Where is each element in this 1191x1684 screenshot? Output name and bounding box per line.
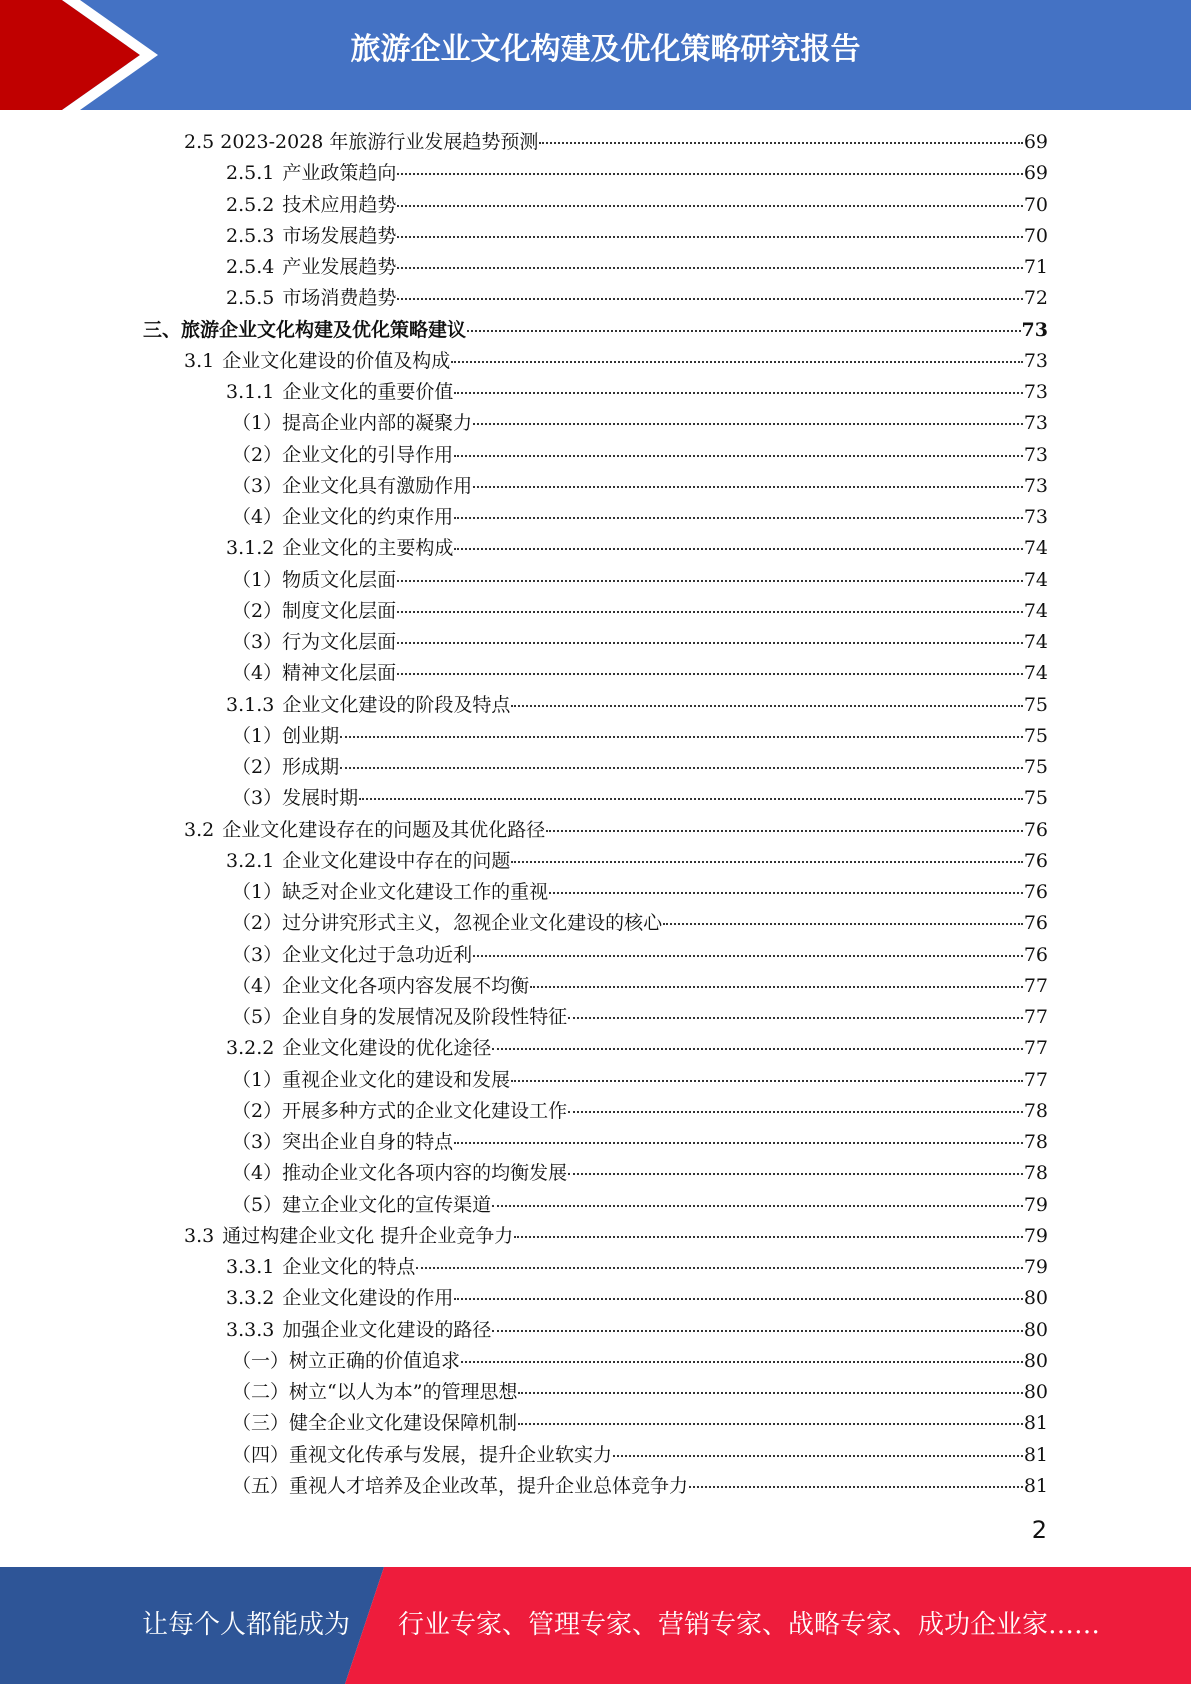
toc-entry-title: 企业文化的重要价值 xyxy=(282,381,454,403)
toc-dot-leader xyxy=(454,455,1023,457)
toc-entry[interactable] xyxy=(184,1221,1048,1252)
toc-entry-page: 79 xyxy=(1023,1225,1048,1247)
toc-entry-title: 物质文化层面 xyxy=(282,569,397,591)
toc-entry[interactable] xyxy=(226,158,1048,189)
toc-entry-number: （1） xyxy=(232,569,283,591)
toc-entry-number: 3.3.3 xyxy=(226,1319,275,1341)
toc-entry-number: （4） xyxy=(232,506,283,528)
toc-entry-page: 77 xyxy=(1023,1006,1048,1028)
toc-entry-title: 制度文化层面 xyxy=(282,600,397,622)
report-title: 旅游企业文化构建及优化策略研究报告 xyxy=(350,32,861,67)
toc-entry-title: 企业文化建设的阶段及特点 xyxy=(282,694,511,716)
toc-dot-leader xyxy=(416,1267,1022,1269)
toc-entry-title: 推动企业文化各项内容的均衡发展 xyxy=(282,1162,568,1184)
toc-entry-number: （四） xyxy=(232,1444,290,1466)
toc-entry-number: 2.5.4 xyxy=(226,256,275,278)
toc-entry[interactable] xyxy=(184,346,1048,377)
toc-entry[interactable] xyxy=(232,971,1048,1002)
toc-dot-leader xyxy=(397,298,1022,300)
toc-entry[interactable] xyxy=(232,658,1048,689)
toc-dot-leader xyxy=(539,142,1022,144)
toc-dot-leader xyxy=(397,611,1023,613)
toc-entry-number: 2.5.5 xyxy=(226,287,275,309)
toc-dot-leader xyxy=(492,1330,1022,1332)
toc-entry-title: 企业文化建设的价值及构成 xyxy=(222,350,451,372)
toc-dot-leader xyxy=(511,861,1022,863)
toc-entry[interactable] xyxy=(226,690,1048,721)
toc-entry[interactable] xyxy=(232,1096,1048,1127)
toc-entry[interactable] xyxy=(232,908,1048,939)
toc-entry-title: 产业发展趋势 xyxy=(282,256,397,278)
toc-entry[interactable] xyxy=(143,315,1048,346)
toc-entry-page: 76 xyxy=(1023,850,1048,872)
toc-entry-page: 73 xyxy=(1021,319,1048,341)
toc-entry[interactable] xyxy=(232,721,1048,752)
toc-entry[interactable] xyxy=(232,502,1048,533)
toc-entry-page: 78 xyxy=(1023,1131,1048,1153)
toc-entry[interactable] xyxy=(232,471,1048,502)
toc-entry-number: 3.2.2 xyxy=(226,1037,275,1059)
toc-dot-leader xyxy=(397,580,1023,582)
toc-entry-title: 重视企业文化的建设和发展 xyxy=(282,1069,511,1091)
toc-entry-page: 70 xyxy=(1023,194,1048,216)
toc-entry-number: （1） xyxy=(232,881,283,903)
toc-dot-leader xyxy=(689,1486,1023,1488)
toc-entry-title: 精神文化层面 xyxy=(282,662,397,684)
toc-dot-leader xyxy=(397,642,1023,644)
toc-entry-number: （五） xyxy=(232,1475,290,1497)
toc-dot-leader xyxy=(663,923,1023,925)
toc-dot-leader xyxy=(397,173,1022,175)
toc-entry-page: 75 xyxy=(1023,694,1048,716)
toc-entry-number: 3.1.3 xyxy=(226,694,275,716)
toc-dot-leader xyxy=(492,1048,1022,1050)
toc-entry-title: 产业政策趋向 xyxy=(282,162,397,184)
toc-entry-number: 3.1 xyxy=(184,350,215,372)
toc-entry-number: （4） xyxy=(232,975,283,997)
toc-entry[interactable] xyxy=(232,1377,1048,1408)
toc-entry-number: （2） xyxy=(232,600,283,622)
toc-entry[interactable] xyxy=(232,1065,1048,1096)
toc-dot-leader xyxy=(454,1298,1022,1300)
footer-banner xyxy=(0,1567,1191,1684)
toc-dot-leader xyxy=(613,1455,1023,1457)
toc-dot-leader xyxy=(454,517,1023,519)
toc-entry-number: （3） xyxy=(232,944,283,966)
toc-entry-number: （三） xyxy=(232,1412,290,1434)
toc-entry-number: （3） xyxy=(232,1131,283,1153)
toc-entry-page: 72 xyxy=(1023,287,1048,309)
toc-entry[interactable] xyxy=(232,940,1048,971)
toc-entry-number: （1） xyxy=(232,412,283,434)
toc-entry-number: （4） xyxy=(232,662,283,684)
toc-entry-title: 技术应用趋势 xyxy=(282,194,397,216)
toc-entry-title: 健全企业文化建设保障机制 xyxy=(289,1412,518,1434)
toc-entry[interactable] xyxy=(232,752,1048,783)
toc-entry-number: 2.5.1 xyxy=(226,162,275,184)
toc-entry-title: 市场发展趋势 xyxy=(282,225,397,247)
toc-entry[interactable] xyxy=(226,377,1048,408)
toc-entry[interactable] xyxy=(232,1408,1048,1439)
toc-entry-page: 81 xyxy=(1023,1412,1048,1434)
toc-entry-title: 企业文化建设中存在的问题 xyxy=(282,850,511,872)
toc-entry-number: 3.3.2 xyxy=(226,1287,275,1309)
toc-entry-page: 74 xyxy=(1023,569,1048,591)
toc-entry-number: （2） xyxy=(232,912,283,934)
toc-entry-page: 70 xyxy=(1023,225,1048,247)
toc-entry-page: 80 xyxy=(1023,1319,1048,1341)
toc-entry-page: 77 xyxy=(1023,975,1048,997)
toc-entry-number: （4） xyxy=(232,1162,283,1184)
toc-dot-leader xyxy=(473,486,1023,488)
toc-entry-number: （2） xyxy=(232,1100,283,1122)
toc-dot-leader xyxy=(514,1236,1023,1238)
toc-dot-leader xyxy=(467,330,1021,332)
toc-entry-number: （2） xyxy=(232,756,283,778)
toc-entry-title: 企业文化建设的优化途径 xyxy=(282,1037,492,1059)
toc-entry-title: 树立“以人为本”的管理思想 xyxy=(289,1381,518,1403)
toc-entry-number: （二） xyxy=(232,1381,290,1403)
toc-entry[interactable] xyxy=(232,627,1048,658)
toc-dot-leader xyxy=(546,830,1023,832)
toc-dot-leader xyxy=(454,548,1022,550)
toc-entry-title: 企业文化的约束作用 xyxy=(282,506,454,528)
toc-entry-number: 2.5 2023-2028 年旅游行业发展趋势预测 xyxy=(184,131,539,153)
toc-entry[interactable] xyxy=(232,408,1048,439)
toc-entry-page: 80 xyxy=(1023,1287,1048,1309)
toc-entry[interactable] xyxy=(226,533,1048,564)
footer-slogan: 让每个人都能成为 xyxy=(142,1610,351,1640)
toc-entry-number: （2） xyxy=(232,444,283,466)
toc-entry-title: 树立正确的价值追求 xyxy=(289,1350,461,1372)
toc-entry[interactable] xyxy=(232,565,1048,596)
toc-entry[interactable] xyxy=(184,815,1048,846)
toc-dot-leader xyxy=(530,986,1023,988)
toc-dot-leader xyxy=(473,955,1023,957)
toc-entry-number: 3.1.1 xyxy=(226,381,275,403)
toc-dot-leader xyxy=(451,361,1023,363)
toc-dot-leader xyxy=(518,1423,1023,1425)
toc-entry-title: 重视文化传承与发展，提升企业软实力 xyxy=(289,1444,613,1466)
toc-dot-leader xyxy=(397,267,1022,269)
toc-entry-number: 3.2.1 xyxy=(226,850,275,872)
toc-entry-page: 74 xyxy=(1023,537,1048,559)
toc-dot-leader xyxy=(492,1205,1023,1207)
toc-dot-leader xyxy=(397,236,1022,238)
toc-entry-page: 79 xyxy=(1023,1194,1048,1216)
toc-entry-page: 73 xyxy=(1023,444,1048,466)
toc-entry-page: 78 xyxy=(1023,1162,1048,1184)
toc-dot-leader xyxy=(518,1392,1022,1394)
toc-entry[interactable] xyxy=(232,1190,1048,1221)
toc-entry-title: 企业文化建设的作用 xyxy=(282,1287,454,1309)
toc-entry[interactable] xyxy=(226,1315,1048,1346)
toc-entry-page: 73 xyxy=(1023,381,1048,403)
toc-entry[interactable] xyxy=(232,1471,1048,1502)
toc-entry[interactable] xyxy=(226,252,1048,283)
toc-entry-page: 77 xyxy=(1023,1069,1048,1091)
toc-entry-title: 企业文化的特点 xyxy=(282,1256,416,1278)
toc-entry[interactable] xyxy=(226,1283,1048,1314)
toc-entry[interactable] xyxy=(232,1127,1048,1158)
toc-entry-title: 企业文化各项内容发展不均衡 xyxy=(282,975,530,997)
toc-entry-number: 3.1.2 xyxy=(226,537,275,559)
toc-entry-page: 75 xyxy=(1023,787,1048,809)
toc-entry-title: 通过构建企业文化 提升企业竞争力 xyxy=(222,1225,514,1247)
toc-entry[interactable] xyxy=(232,1440,1048,1471)
toc-entry[interactable] xyxy=(226,221,1048,252)
toc-entry-page: 76 xyxy=(1023,912,1048,934)
toc-entry-page: 75 xyxy=(1023,725,1048,747)
toc-entry-page: 73 xyxy=(1023,412,1048,434)
toc-entry-page: 71 xyxy=(1023,256,1048,278)
toc-entry[interactable] xyxy=(184,127,1048,158)
toc-entry-page: 77 xyxy=(1023,1037,1048,1059)
toc-entry-title: 过分讲究形式主义，忽视企业文化建设的核心 xyxy=(282,912,663,934)
toc-dot-leader xyxy=(397,673,1023,675)
toc-entry-title: 加强企业文化建设的路径 xyxy=(282,1319,492,1341)
toc-entry-title: 重视人才培养及企业改革，提升企业总体竞争力 xyxy=(289,1475,689,1497)
toc-entry-title: 开展多种方式的企业文化建设工作 xyxy=(282,1100,568,1122)
toc-entry[interactable] xyxy=(226,846,1048,877)
toc-dot-leader xyxy=(359,798,1023,800)
toc-entry-number: 2.5.2 xyxy=(226,194,275,216)
toc-entry-number: （1） xyxy=(232,1069,283,1091)
toc-entry-title: 发展时期 xyxy=(282,787,359,809)
toc-dot-leader xyxy=(454,392,1022,394)
toc-entry-page: 80 xyxy=(1023,1381,1048,1403)
toc-entry-page: 76 xyxy=(1023,819,1048,841)
toc-entry[interactable] xyxy=(226,1252,1048,1283)
toc-entry-number: 3.2 xyxy=(184,819,215,841)
footer-roles: 行业专家、管理专家、营销专家、战略专家、成功企业家…… xyxy=(398,1610,1101,1640)
toc-entry[interactable] xyxy=(226,190,1048,221)
toc-entry-title: 企业文化的主要构成 xyxy=(282,537,454,559)
toc-entry-page: 78 xyxy=(1023,1100,1048,1122)
toc-entry-number: （3） xyxy=(232,787,283,809)
toc-entry-page: 79 xyxy=(1023,1256,1048,1278)
report-header xyxy=(0,0,1191,110)
toc-entry[interactable] xyxy=(226,283,1048,314)
toc-dot-leader xyxy=(568,1173,1023,1175)
toc-entry-number: 三、旅游企业文化构建及优化策略建议 xyxy=(143,319,467,341)
toc-entry[interactable] xyxy=(232,783,1048,814)
toc-entry-page: 69 xyxy=(1023,131,1048,153)
toc-entry-page: 74 xyxy=(1023,631,1048,653)
toc-entry-number: 2.5.3 xyxy=(226,225,275,247)
toc-entry-page: 81 xyxy=(1023,1475,1048,1497)
toc-entry-number: （3） xyxy=(232,631,283,653)
toc-entry-number: 3.3.1 xyxy=(226,1256,275,1278)
toc-dot-leader xyxy=(461,1361,1023,1363)
toc-entry-page: 73 xyxy=(1023,475,1048,497)
toc-entry-number: （3） xyxy=(232,475,283,497)
page-number: 2 xyxy=(1031,1516,1047,1544)
toc-entry-page: 73 xyxy=(1023,350,1048,372)
toc-dot-leader xyxy=(340,736,1023,738)
toc-entry-number: 3.3 xyxy=(184,1225,215,1247)
toc-entry-page: 74 xyxy=(1023,600,1048,622)
toc-dot-leader xyxy=(511,1080,1023,1082)
toc-entry-page: 80 xyxy=(1023,1350,1048,1372)
toc-entry-title: 市场消费趋势 xyxy=(282,287,397,309)
toc-entry-page: 76 xyxy=(1023,944,1048,966)
toc-entry[interactable] xyxy=(232,1346,1048,1377)
toc-entry-page: 76 xyxy=(1023,881,1048,903)
toc-entry[interactable] xyxy=(232,1158,1048,1189)
toc-entry-title: 建立企业文化的宣传渠道 xyxy=(282,1194,492,1216)
toc-entry-title: 企业文化的引导作用 xyxy=(282,444,454,466)
toc-entry-title: 缺乏对企业文化建设工作的重视 xyxy=(282,881,549,903)
toc-entry-page: 75 xyxy=(1023,756,1048,778)
toc-entry-title: 形成期 xyxy=(282,756,340,778)
toc-entry-title: 创业期 xyxy=(282,725,340,747)
toc-entry-title: 企业文化具有激励作用 xyxy=(282,475,473,497)
toc-entry-page: 73 xyxy=(1023,506,1048,528)
toc-entry-page: 74 xyxy=(1023,662,1048,684)
toc-entry-title: 突出企业自身的特点 xyxy=(282,1131,454,1153)
toc-entry-number: （1） xyxy=(232,725,283,747)
toc-dot-leader xyxy=(473,423,1023,425)
toc-entry-title: 提高企业内部的凝聚力 xyxy=(282,412,473,434)
toc-entry-title: 企业文化过于急功近利 xyxy=(282,944,473,966)
toc-dot-leader xyxy=(568,1111,1023,1113)
toc-dot-leader xyxy=(340,767,1023,769)
toc-entry[interactable] xyxy=(232,877,1048,908)
toc-entry[interactable] xyxy=(232,596,1048,627)
toc-dot-leader xyxy=(454,1142,1023,1144)
toc-dot-leader xyxy=(568,1017,1023,1019)
toc-entry-number: （一） xyxy=(232,1350,290,1372)
toc-entry-number: （5） xyxy=(232,1194,283,1216)
toc-entry-title: 企业文化建设存在的问题及其优化路径 xyxy=(222,819,546,841)
toc-entry-title: 企业自身的发展情况及阶段性特征 xyxy=(282,1006,568,1028)
toc-entry[interactable] xyxy=(232,1002,1048,1033)
toc-entry-number: （5） xyxy=(232,1006,283,1028)
toc-entry[interactable] xyxy=(232,440,1048,471)
toc-entry-title: 行为文化层面 xyxy=(282,631,397,653)
toc-dot-leader xyxy=(549,892,1023,894)
toc-entry[interactable] xyxy=(226,1033,1048,1064)
toc-dot-leader xyxy=(397,205,1022,207)
toc-entry-page: 81 xyxy=(1023,1444,1048,1466)
toc-dot-leader xyxy=(511,705,1022,707)
toc-entry-page: 69 xyxy=(1023,162,1048,184)
